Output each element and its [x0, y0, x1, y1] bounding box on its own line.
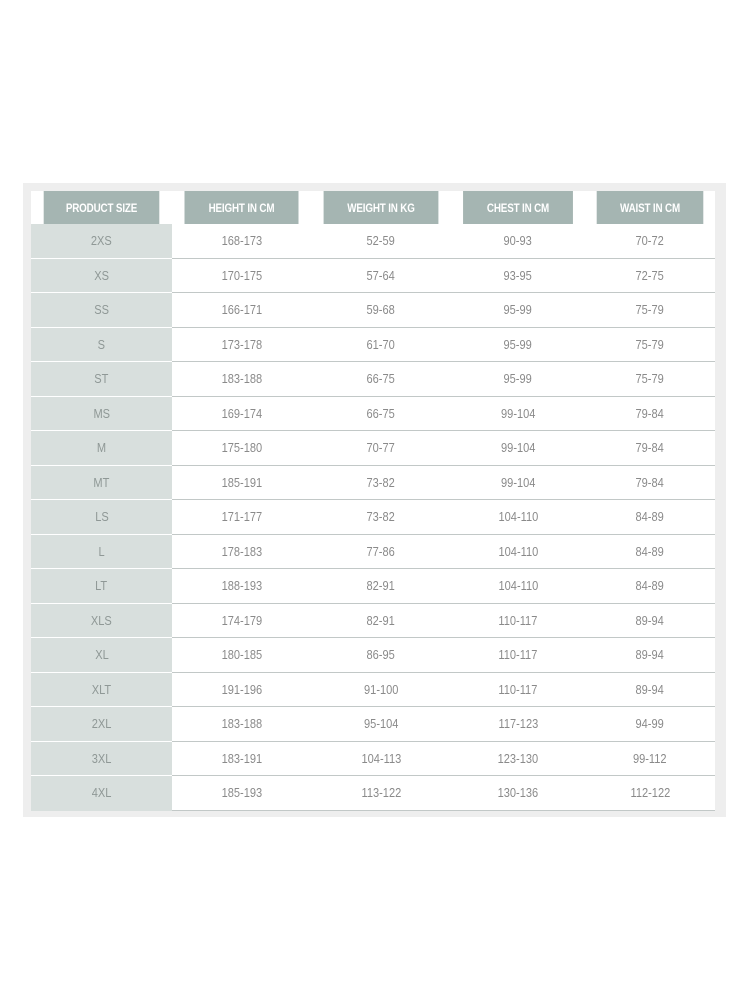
- height-cell: [172, 431, 311, 466]
- weight-cell: [311, 293, 451, 328]
- height-value: 183-191: [221, 750, 262, 766]
- size-value: LT: [95, 578, 108, 594]
- size-value: 2XS: [91, 233, 112, 249]
- waist-value: 79-84: [635, 474, 665, 490]
- waist-cell: [585, 776, 715, 811]
- height-value: 185-193: [221, 785, 262, 801]
- waist-cell: [585, 258, 715, 293]
- chest-cell: [451, 500, 585, 535]
- table-row: [31, 741, 715, 776]
- chest-cell: [451, 534, 585, 569]
- header-height-label: HEIGHT IN CM: [208, 200, 275, 215]
- weight-cell: [311, 534, 451, 569]
- height-value: 183-188: [221, 371, 262, 387]
- waist-value: 70-72: [635, 233, 665, 249]
- chest-value: 123-130: [497, 750, 539, 766]
- height-value: 183-188: [221, 716, 262, 732]
- chest-cell: [451, 465, 585, 500]
- waist-cell: [585, 707, 715, 742]
- height-value: 178-183: [221, 543, 262, 559]
- height-value: 170-175: [221, 267, 262, 283]
- waist-value: 99-112: [633, 750, 667, 766]
- waist-cell: [585, 431, 715, 466]
- size-value: 2XL: [91, 716, 112, 732]
- size-cell: [31, 534, 172, 569]
- chest-value: 95-99: [503, 302, 533, 318]
- waist-cell: [585, 293, 715, 328]
- table-row: [31, 707, 715, 742]
- header-waist: [597, 191, 704, 224]
- weight-value: 73-82: [366, 509, 396, 525]
- weight-value: 91-100: [363, 681, 399, 697]
- chest-cell: [451, 362, 585, 397]
- size-value: XS: [94, 267, 109, 283]
- weight-value: 70-77: [366, 440, 396, 456]
- waist-cell: [585, 569, 715, 604]
- waist-value: 79-84: [635, 440, 665, 456]
- height-value: 171-177: [221, 509, 262, 525]
- weight-cell: [311, 603, 451, 638]
- height-value: 174-179: [221, 612, 262, 628]
- height-cell: [172, 741, 311, 776]
- waist-cell: [585, 741, 715, 776]
- size-value: MS: [93, 405, 110, 421]
- chest-value: 99-104: [500, 440, 536, 456]
- chest-value: 90-93: [503, 233, 533, 249]
- header-product-size: [44, 191, 160, 224]
- waist-value: 89-94: [635, 647, 665, 663]
- table-row: [31, 672, 715, 707]
- table-row: [31, 258, 715, 293]
- size-value: LS: [94, 509, 109, 525]
- height-cell: [172, 672, 311, 707]
- chest-cell: [451, 396, 585, 431]
- waist-value: 79-84: [635, 405, 665, 421]
- size-cell: [31, 500, 172, 535]
- waist-cell: [585, 465, 715, 500]
- size-cell: [31, 707, 172, 742]
- table-row: [31, 638, 715, 673]
- weight-cell: [311, 776, 451, 811]
- waist-value: 112-122: [630, 785, 670, 801]
- waist-value: 84-89: [635, 509, 665, 525]
- size-cell: [31, 776, 172, 811]
- size-cell: [31, 603, 172, 638]
- size-chart-header: [31, 191, 715, 224]
- waist-cell: [585, 224, 715, 258]
- weight-value: 82-91: [366, 612, 396, 628]
- height-cell: [172, 465, 311, 500]
- weight-value: 86-95: [366, 647, 396, 663]
- weight-cell: [311, 465, 451, 500]
- weight-value: 104-113: [361, 750, 401, 766]
- weight-value: 77-86: [366, 543, 396, 559]
- weight-value: 82-91: [366, 578, 396, 594]
- chest-cell: [451, 638, 585, 673]
- weight-cell: [311, 569, 451, 604]
- weight-cell: [311, 362, 451, 397]
- chest-value: 104-110: [498, 509, 538, 525]
- size-cell: [31, 741, 172, 776]
- weight-value: 113-122: [361, 785, 401, 801]
- size-cell: [31, 465, 172, 500]
- table-row: [31, 569, 715, 604]
- height-cell: [172, 258, 311, 293]
- weight-cell: [311, 638, 451, 673]
- header-row: [31, 191, 715, 224]
- header-weight: [324, 191, 439, 224]
- chest-value: 95-99: [503, 371, 533, 387]
- header-chest-label: CHEST IN CM: [486, 200, 550, 215]
- weight-value: 66-75: [366, 371, 396, 387]
- waist-value: 75-79: [635, 336, 665, 352]
- weight-cell: [311, 672, 451, 707]
- table-row: [31, 224, 715, 258]
- waist-value: 72-75: [635, 267, 665, 283]
- weight-cell: [311, 707, 451, 742]
- chest-value: 104-110: [498, 543, 538, 559]
- table-row: [31, 534, 715, 569]
- size-cell: [31, 327, 172, 362]
- size-cell: [31, 569, 172, 604]
- height-cell: [172, 776, 311, 811]
- waist-value: 89-94: [635, 681, 665, 697]
- waist-value: 84-89: [635, 543, 665, 559]
- height-cell: [172, 638, 311, 673]
- size-cell: [31, 672, 172, 707]
- weight-value: 52-59: [366, 233, 396, 249]
- chest-value: 93-95: [503, 267, 533, 283]
- weight-cell: [311, 741, 451, 776]
- header-product-size-label: PRODUCT SIZE: [65, 200, 138, 215]
- size-value: 4XL: [91, 785, 112, 801]
- chest-cell: [451, 672, 585, 707]
- weight-cell: [311, 258, 451, 293]
- table-row: [31, 603, 715, 638]
- chest-cell: [451, 224, 585, 258]
- size-value: S: [97, 336, 106, 352]
- height-value: 168-173: [221, 233, 262, 249]
- height-cell: [172, 500, 311, 535]
- size-value: L: [98, 543, 105, 559]
- size-chart-table: [31, 191, 715, 811]
- height-cell: [172, 327, 311, 362]
- table-row: [31, 431, 715, 466]
- chest-cell: [451, 327, 585, 362]
- waist-cell: [585, 638, 715, 673]
- waist-value: 75-79: [635, 371, 665, 387]
- height-value: 166-171: [221, 302, 262, 318]
- chest-cell: [451, 258, 585, 293]
- table-row: [31, 500, 715, 535]
- header-waist-label: WAIST IN CM: [620, 200, 680, 215]
- table-row: [31, 465, 715, 500]
- header-height: [185, 191, 299, 224]
- weight-value: 73-82: [366, 474, 396, 490]
- waist-value: 94-99: [635, 716, 665, 732]
- size-value: MT: [93, 474, 110, 490]
- size-chart-body: [31, 224, 715, 810]
- weight-value: 95-104: [363, 716, 399, 732]
- chest-value: 110-117: [498, 612, 538, 628]
- size-cell: [31, 431, 172, 466]
- chest-value: 117-123: [498, 716, 538, 732]
- waist-value: 84-89: [635, 578, 665, 594]
- size-value: XL: [94, 647, 109, 663]
- height-value: 175-180: [221, 440, 262, 456]
- weight-value: 59-68: [366, 302, 396, 318]
- height-cell: [172, 534, 311, 569]
- size-cell: [31, 362, 172, 397]
- weight-cell: [311, 224, 451, 258]
- waist-value: 75-79: [635, 302, 665, 318]
- height-cell: [172, 569, 311, 604]
- height-value: 185-191: [221, 474, 262, 490]
- chest-cell: [451, 776, 585, 811]
- height-value: 180-185: [221, 647, 262, 663]
- weight-value: 61-70: [366, 336, 396, 352]
- chest-cell: [451, 603, 585, 638]
- chest-value: 130-136: [497, 785, 539, 801]
- chest-value: 110-117: [498, 681, 538, 697]
- size-cell: [31, 258, 172, 293]
- chest-value: 104-110: [498, 578, 538, 594]
- header-weight-label: WEIGHT IN KG: [347, 200, 415, 215]
- height-value: 188-193: [221, 578, 262, 594]
- waist-value: 89-94: [635, 612, 665, 628]
- table-row: [31, 776, 715, 811]
- chest-value: 95-99: [503, 336, 533, 352]
- table-row: [31, 396, 715, 431]
- waist-cell: [585, 396, 715, 431]
- chest-cell: [451, 569, 585, 604]
- waist-cell: [585, 534, 715, 569]
- table-row: [31, 362, 715, 397]
- weight-cell: [311, 396, 451, 431]
- waist-cell: [585, 500, 715, 535]
- height-cell: [172, 293, 311, 328]
- waist-cell: [585, 362, 715, 397]
- size-value: XLS: [91, 612, 112, 628]
- size-value: SS: [94, 302, 109, 318]
- table-row: [31, 327, 715, 362]
- height-cell: [172, 362, 311, 397]
- size-value: XLT: [91, 681, 112, 697]
- size-value: 3XL: [91, 750, 112, 766]
- height-value: 173-178: [221, 336, 262, 352]
- chest-value: 99-104: [500, 474, 536, 490]
- size-cell: [31, 224, 172, 258]
- height-value: 169-174: [221, 405, 262, 421]
- weight-value: 57-64: [366, 267, 396, 283]
- weight-value: 66-75: [366, 405, 396, 421]
- chest-cell: [451, 431, 585, 466]
- size-cell: [31, 638, 172, 673]
- chest-cell: [451, 293, 585, 328]
- height-cell: [172, 224, 311, 258]
- height-cell: [172, 603, 311, 638]
- weight-cell: [311, 431, 451, 466]
- table-row: [31, 293, 715, 328]
- height-value: 191-196: [221, 681, 262, 697]
- height-cell: [172, 396, 311, 431]
- weight-cell: [311, 500, 451, 535]
- waist-cell: [585, 327, 715, 362]
- waist-cell: [585, 672, 715, 707]
- size-cell: [31, 396, 172, 431]
- size-value: ST: [94, 371, 109, 387]
- size-cell: [31, 293, 172, 328]
- waist-cell: [585, 603, 715, 638]
- height-cell: [172, 707, 311, 742]
- chest-cell: [451, 707, 585, 742]
- size-value: M: [96, 440, 107, 456]
- weight-cell: [311, 327, 451, 362]
- header-chest: [463, 191, 573, 224]
- chest-value: 99-104: [500, 405, 536, 421]
- chest-value: 110-117: [498, 647, 538, 663]
- chest-cell: [451, 741, 585, 776]
